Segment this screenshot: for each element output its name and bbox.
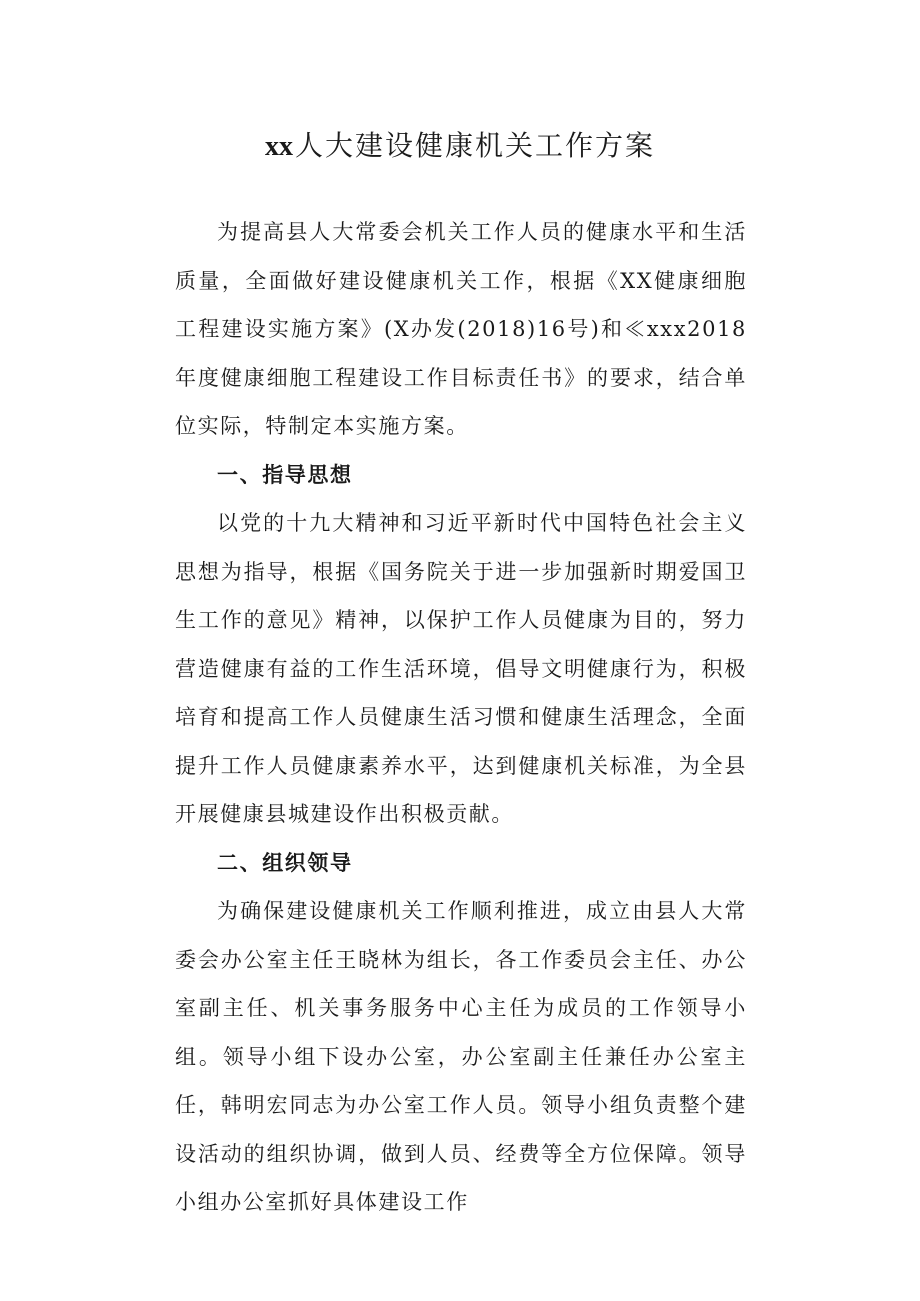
section-heading-organization-leadership: 二、组织领导 (217, 850, 353, 875)
title-prefix: xx (264, 131, 293, 162)
section-heading-guiding-ideology: 一、指导思想 (217, 462, 353, 487)
title-main: 人大建设健康机关工作方案 (294, 129, 655, 162)
organization-leadership-paragraph: 为确保建设健康机关工作顺利推进，成立由县人大常委会办公室主任王晓林为组长，各工作委员会主任、办公室副主任、机关事务服务中心主任为成员的工作领导小组。领导小组下设办公室，办公室副主任兼任办公室主任，韩明宏同志为办公室工作人员。领导小组负责整个建设活动的组织协调，做到人员、经费等全方位保障。领导小组办公室抓好具体建设工作 (175, 899, 747, 1214)
intro-paragraph: 为提高县人大常委会机关工作人员的健康水平和生活质量，全面做好建设健康机关工作，根据《XX健康细胞工程建设实施方案》(X办发(2018)16号)和≪xxx2018年度健康细胞工程建设工作目标责任书》的要求，结合单位实际，特制定本实施方案。 (175, 220, 747, 438)
guiding-ideology-paragraph: 以党的十九大精神和习近平新时代中国特色社会主义思想为指导，根据《国务院关于进一步加强新时期爱国卫生工作的意见》精神，以保护工作人员健康为目的，努力营造健康有益的工作生活环境，倡导文明健康行为，积极培育和提高工作人员健康生活习惯和健康生活理念，全面提升工作人员健康素养水平，达到健康机关标准，为全县开展健康县城建设作出积极贡献。 (175, 511, 747, 826)
page-title (0, 126, 920, 167)
document-body (175, 208, 747, 1227)
